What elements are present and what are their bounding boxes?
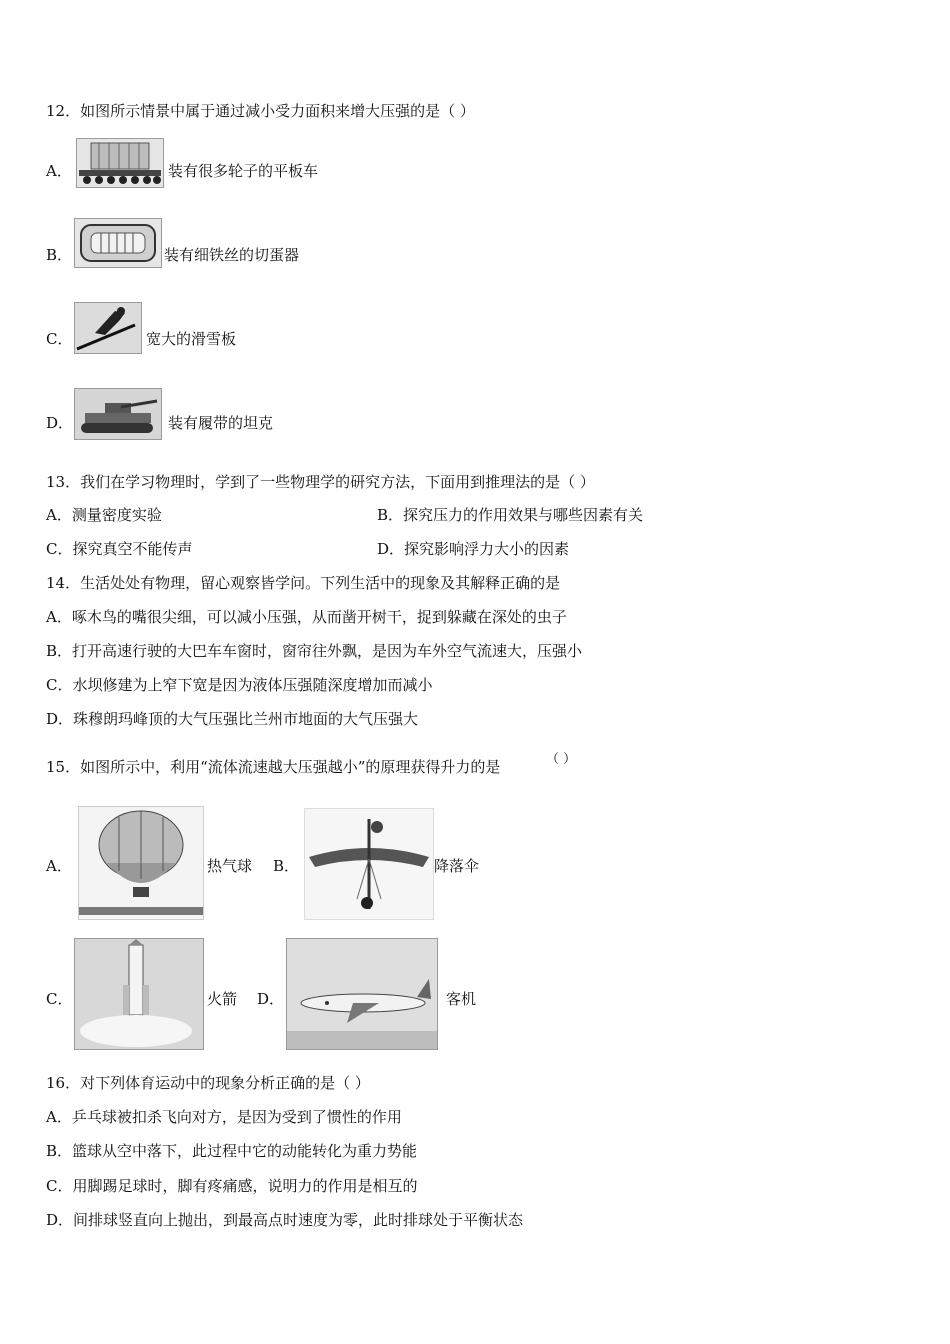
tank-image — [74, 388, 162, 440]
q13-option-d: D．探究影响浮力大小的因素 — [377, 540, 570, 558]
q13-option-b: B．探究压力的作用效果与哪些因素有关 — [377, 506, 644, 524]
q15-stem: 15．如图所示中，利用“流体流速越大压强越小”的原理获得升力的是 — [46, 758, 501, 776]
q12-stem: 12．如图所示情景中属于通过减小受力面积来增大压强的是（ ） — [46, 102, 475, 120]
flatbed-truck-image — [76, 138, 164, 188]
q15-option-c-label: C． — [46, 990, 73, 1008]
q13-option-a: A．测量密度实验 — [46, 506, 162, 524]
q13-stem: 13．我们在学习物理时，学到了一些物理学的研究方法，下面用到推理法的是（ ） — [46, 473, 595, 491]
q13-option-c: C．探究真空不能传声 — [46, 540, 193, 558]
parachute-image — [304, 808, 434, 920]
q12-option-a-text: 装有很多轮子的平板车 — [168, 162, 319, 180]
egg-slicer-image — [74, 218, 162, 268]
q12-option-b-text: 装有细铁丝的切蛋器 — [164, 246, 300, 264]
q16-stem: 16．对下列体育运动中的现象分析正确的是（ ） — [46, 1074, 370, 1092]
q14-option-d: D．珠穆朗玛峰顶的大气压强比兰州市地面的大气压强大 — [46, 710, 419, 728]
q14-stem: 14．生活处处有物理，留心观察皆学问。下列生活中的现象及其解释正确的是 — [46, 574, 561, 592]
hot-air-balloon-image — [78, 806, 204, 920]
q15-option-a-label: A． — [46, 857, 72, 875]
q15-option-b-label: B． — [273, 857, 300, 875]
q15-option-c-text: 火箭 — [207, 990, 238, 1008]
q16-option-d: D．间排球竖直向上抛出，到最高点时速度为零，此时排球处于平衡状态 — [46, 1211, 524, 1229]
q12-option-a-label: A． — [46, 162, 72, 180]
q15-answer-paren: （ ） — [546, 752, 577, 767]
q15-option-b-text: 降落伞 — [434, 857, 480, 875]
q15-option-d-label: D． — [257, 990, 285, 1008]
q12-option-d-label: D． — [46, 414, 74, 432]
q12-option-c-text: 宽大的滑雪板 — [146, 330, 237, 348]
q16-option-b: B．篮球从空中落下，此过程中它的动能转化为重力势能 — [46, 1142, 418, 1160]
q14-option-b: B．打开高速行驶的大巴车车窗时，窗帘往外飘，是因为车外空气流速大，压强小 — [46, 642, 583, 660]
rocket-image — [74, 938, 204, 1050]
q12-option-d-text: 装有履带的坦克 — [168, 414, 274, 432]
q16-option-a: A．乒乓球被扣杀飞向对方，是因为受到了惯性的作用 — [46, 1108, 402, 1126]
airliner-image — [286, 938, 438, 1050]
q14-option-c: C．水坝修建为上窄下宽是因为液体压强随深度增加而减小 — [46, 676, 433, 694]
q15-option-a-text: 热气球 — [207, 857, 253, 875]
q14-option-a: A．啄木鸟的嘴很尖细，可以减小压强，从而凿开树干，捉到躲藏在深处的虫子 — [46, 608, 567, 626]
q16-option-c: C．用脚踢足球时，脚有疼痛感，说明力的作用是相互的 — [46, 1177, 418, 1195]
q12-option-c-label: C． — [46, 330, 73, 348]
q12-option-b-label: B． — [46, 246, 73, 264]
skier-image — [74, 302, 142, 354]
q15-option-d-text: 客机 — [446, 990, 477, 1008]
